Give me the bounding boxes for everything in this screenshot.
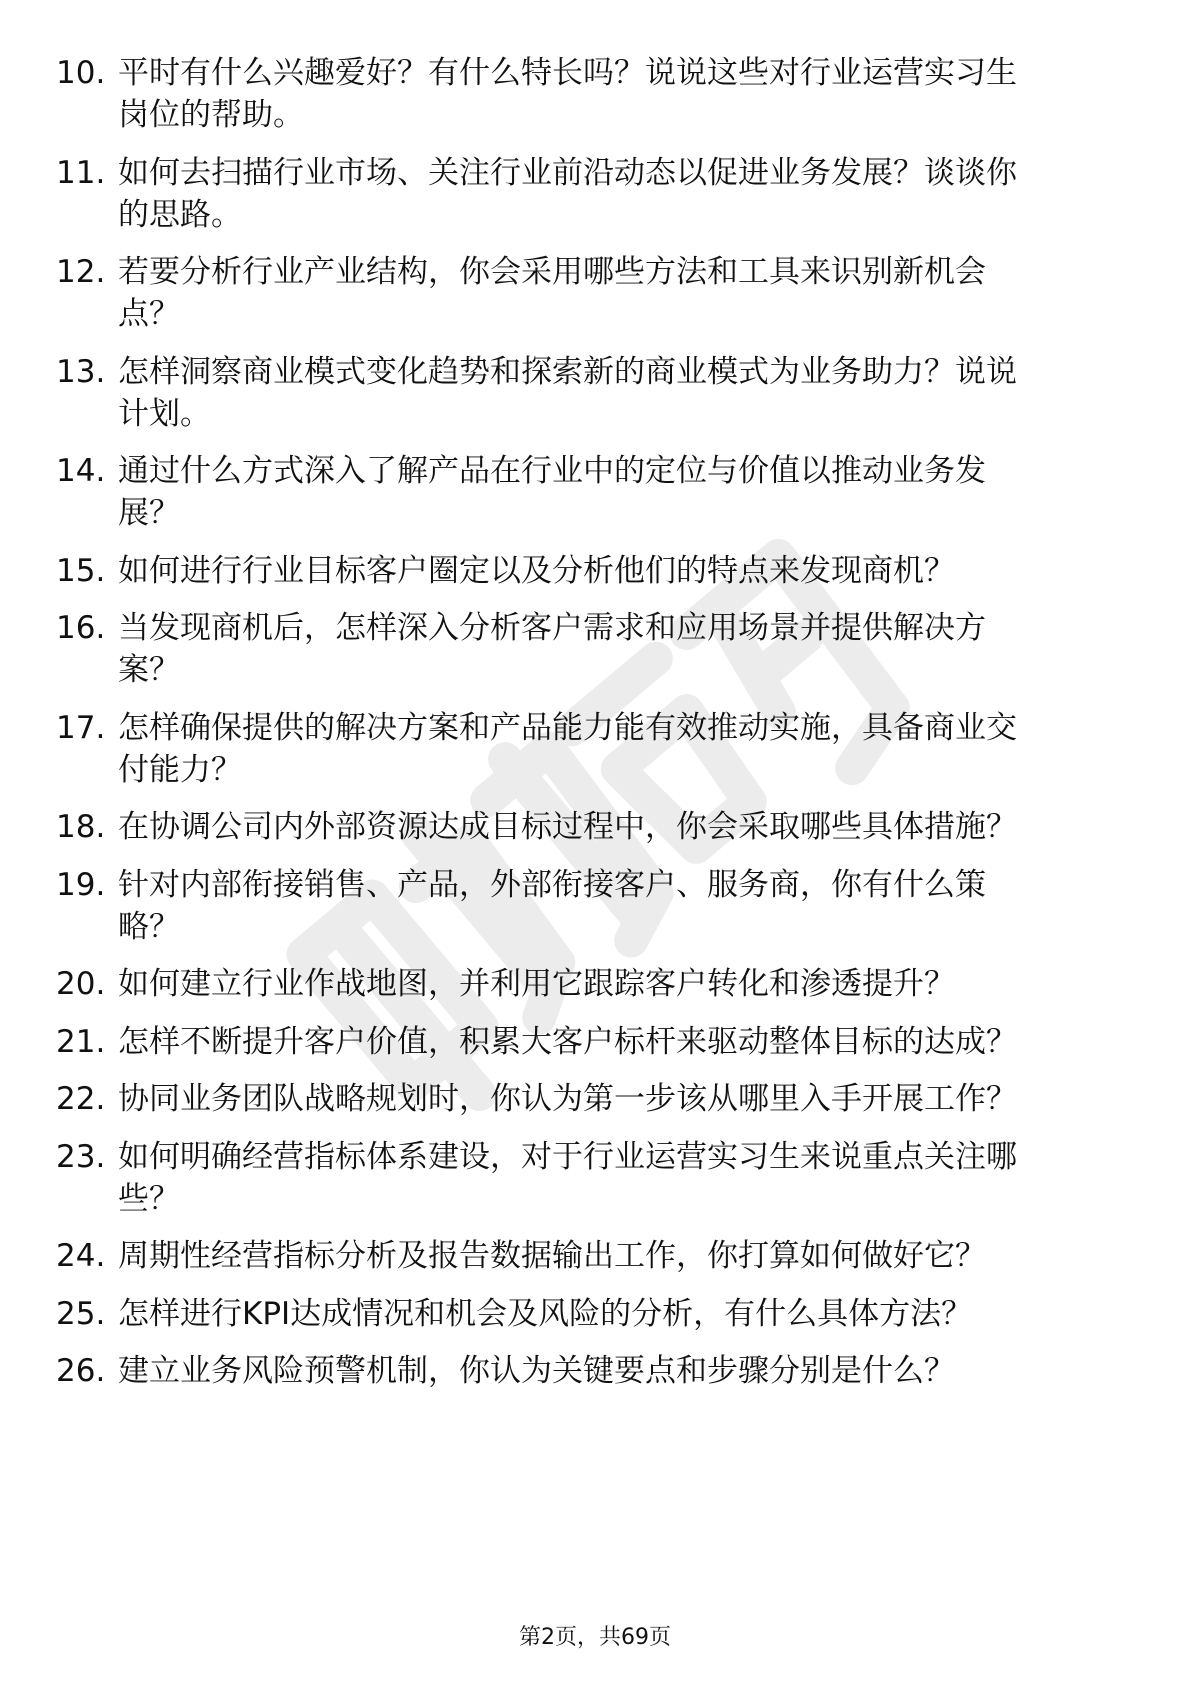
- question-number: 16.: [56, 610, 106, 646]
- question-text: 通过什么方式深入了解产品在行业中的定位与价值以推动业务发展？: [118, 453, 986, 531]
- question-number: 15.: [56, 552, 106, 589]
- question-text: 怎样洞察商业模式变化趋势和探索新的商业模式为业务助力？说说计划。: [118, 353, 1017, 432]
- question-item: [56, 251, 1116, 335]
- question-number: 24.: [56, 1238, 106, 1274]
- question-item: [56, 707, 1116, 791]
- question-item: [56, 1293, 1116, 1335]
- question-text: 如何建立行业作战地图，并利用它跟踪客户转化和渗透提升？: [118, 966, 955, 1002]
- question-item: [56, 864, 1116, 948]
- question-item: [56, 806, 1116, 848]
- question-text: 平时有什么兴趣爱好？有什么特长吗？说说这些对行业运营实习生岗位的帮助。: [118, 55, 1017, 133]
- question-text: 在协调公司内外部资源达成目标过程中，你会采取哪些具体措施？: [118, 809, 1017, 845]
- question-number: 26.: [56, 1353, 106, 1389]
- question-text: 周期性经营指标分析及报告数据输出工作，你打算如何做好它？: [118, 1238, 986, 1274]
- question-number: 20.: [56, 966, 106, 1002]
- question-number: 17.: [56, 709, 106, 746]
- question-number: 22.: [56, 1081, 106, 1117]
- question-number: 23.: [56, 1138, 106, 1175]
- question-item: [56, 351, 1116, 435]
- question-item: [56, 1136, 1116, 1220]
- question-item: [56, 963, 1116, 1005]
- question-item: [56, 52, 1116, 136]
- question-number: 13.: [56, 353, 106, 390]
- question-text: 如何明确经营指标体系建设，对于行业运营实习生来说重点关注哪些？: [118, 1138, 1017, 1217]
- question-text: 怎样不断提升客户价值，积累大客户标杆来驱动整体目标的达成？: [118, 1023, 1017, 1060]
- question-text: 怎样进行KPI达成情况和机会及风险的分析，有什么具体方法？: [118, 1295, 973, 1332]
- question-item: [56, 607, 1116, 691]
- question-text: 协同业务团队战略规划时，你认为第一步该从哪里入手开展工作？: [118, 1081, 1017, 1117]
- question-text: 若要分析行业产业结构，你会采用哪些方法和工具来识别新机会点？: [118, 254, 986, 332]
- question-number: 25.: [56, 1295, 106, 1332]
- question-number: 12.: [56, 254, 106, 290]
- question-item: [56, 1235, 1116, 1277]
- question-text: 当发现商机后，怎样深入分析客户需求和应用场景并提供解决方案？: [118, 610, 986, 688]
- question-number: 14.: [56, 453, 106, 489]
- question-text: 怎样确保提供的解决方案和产品能力能有效推动实施，具备商业交付能力？: [118, 709, 1017, 788]
- question-text: 建立业务风险预警机制，你认为关键要点和步骤分别是什么？: [118, 1353, 955, 1389]
- question-item: [56, 152, 1116, 236]
- question-text: 如何进行行业目标客户圈定以及分析他们的特点来发现商机？: [118, 552, 955, 589]
- page-footer: 第2页，共69页: [519, 1625, 671, 1650]
- question-item: [56, 1350, 1116, 1392]
- question-number: 21.: [56, 1023, 106, 1060]
- question-list: [56, 52, 1116, 1408]
- question-item: [56, 550, 1116, 592]
- question-number: 19.: [56, 866, 106, 903]
- question-number: 10.: [56, 55, 106, 91]
- question-text: 针对内部衔接销售、产品，外部衔接客户、服务商，你有什么策略？: [118, 866, 986, 945]
- question-number: 18.: [56, 809, 106, 845]
- question-item: [56, 450, 1116, 534]
- question-item: [56, 1021, 1116, 1063]
- question-text: 如何去扫描行业市场、关注行业前沿动态以促进业务发展？谈谈你的思路。: [118, 154, 1017, 233]
- question-number: 11.: [56, 154, 106, 191]
- question-item: [56, 1078, 1116, 1120]
